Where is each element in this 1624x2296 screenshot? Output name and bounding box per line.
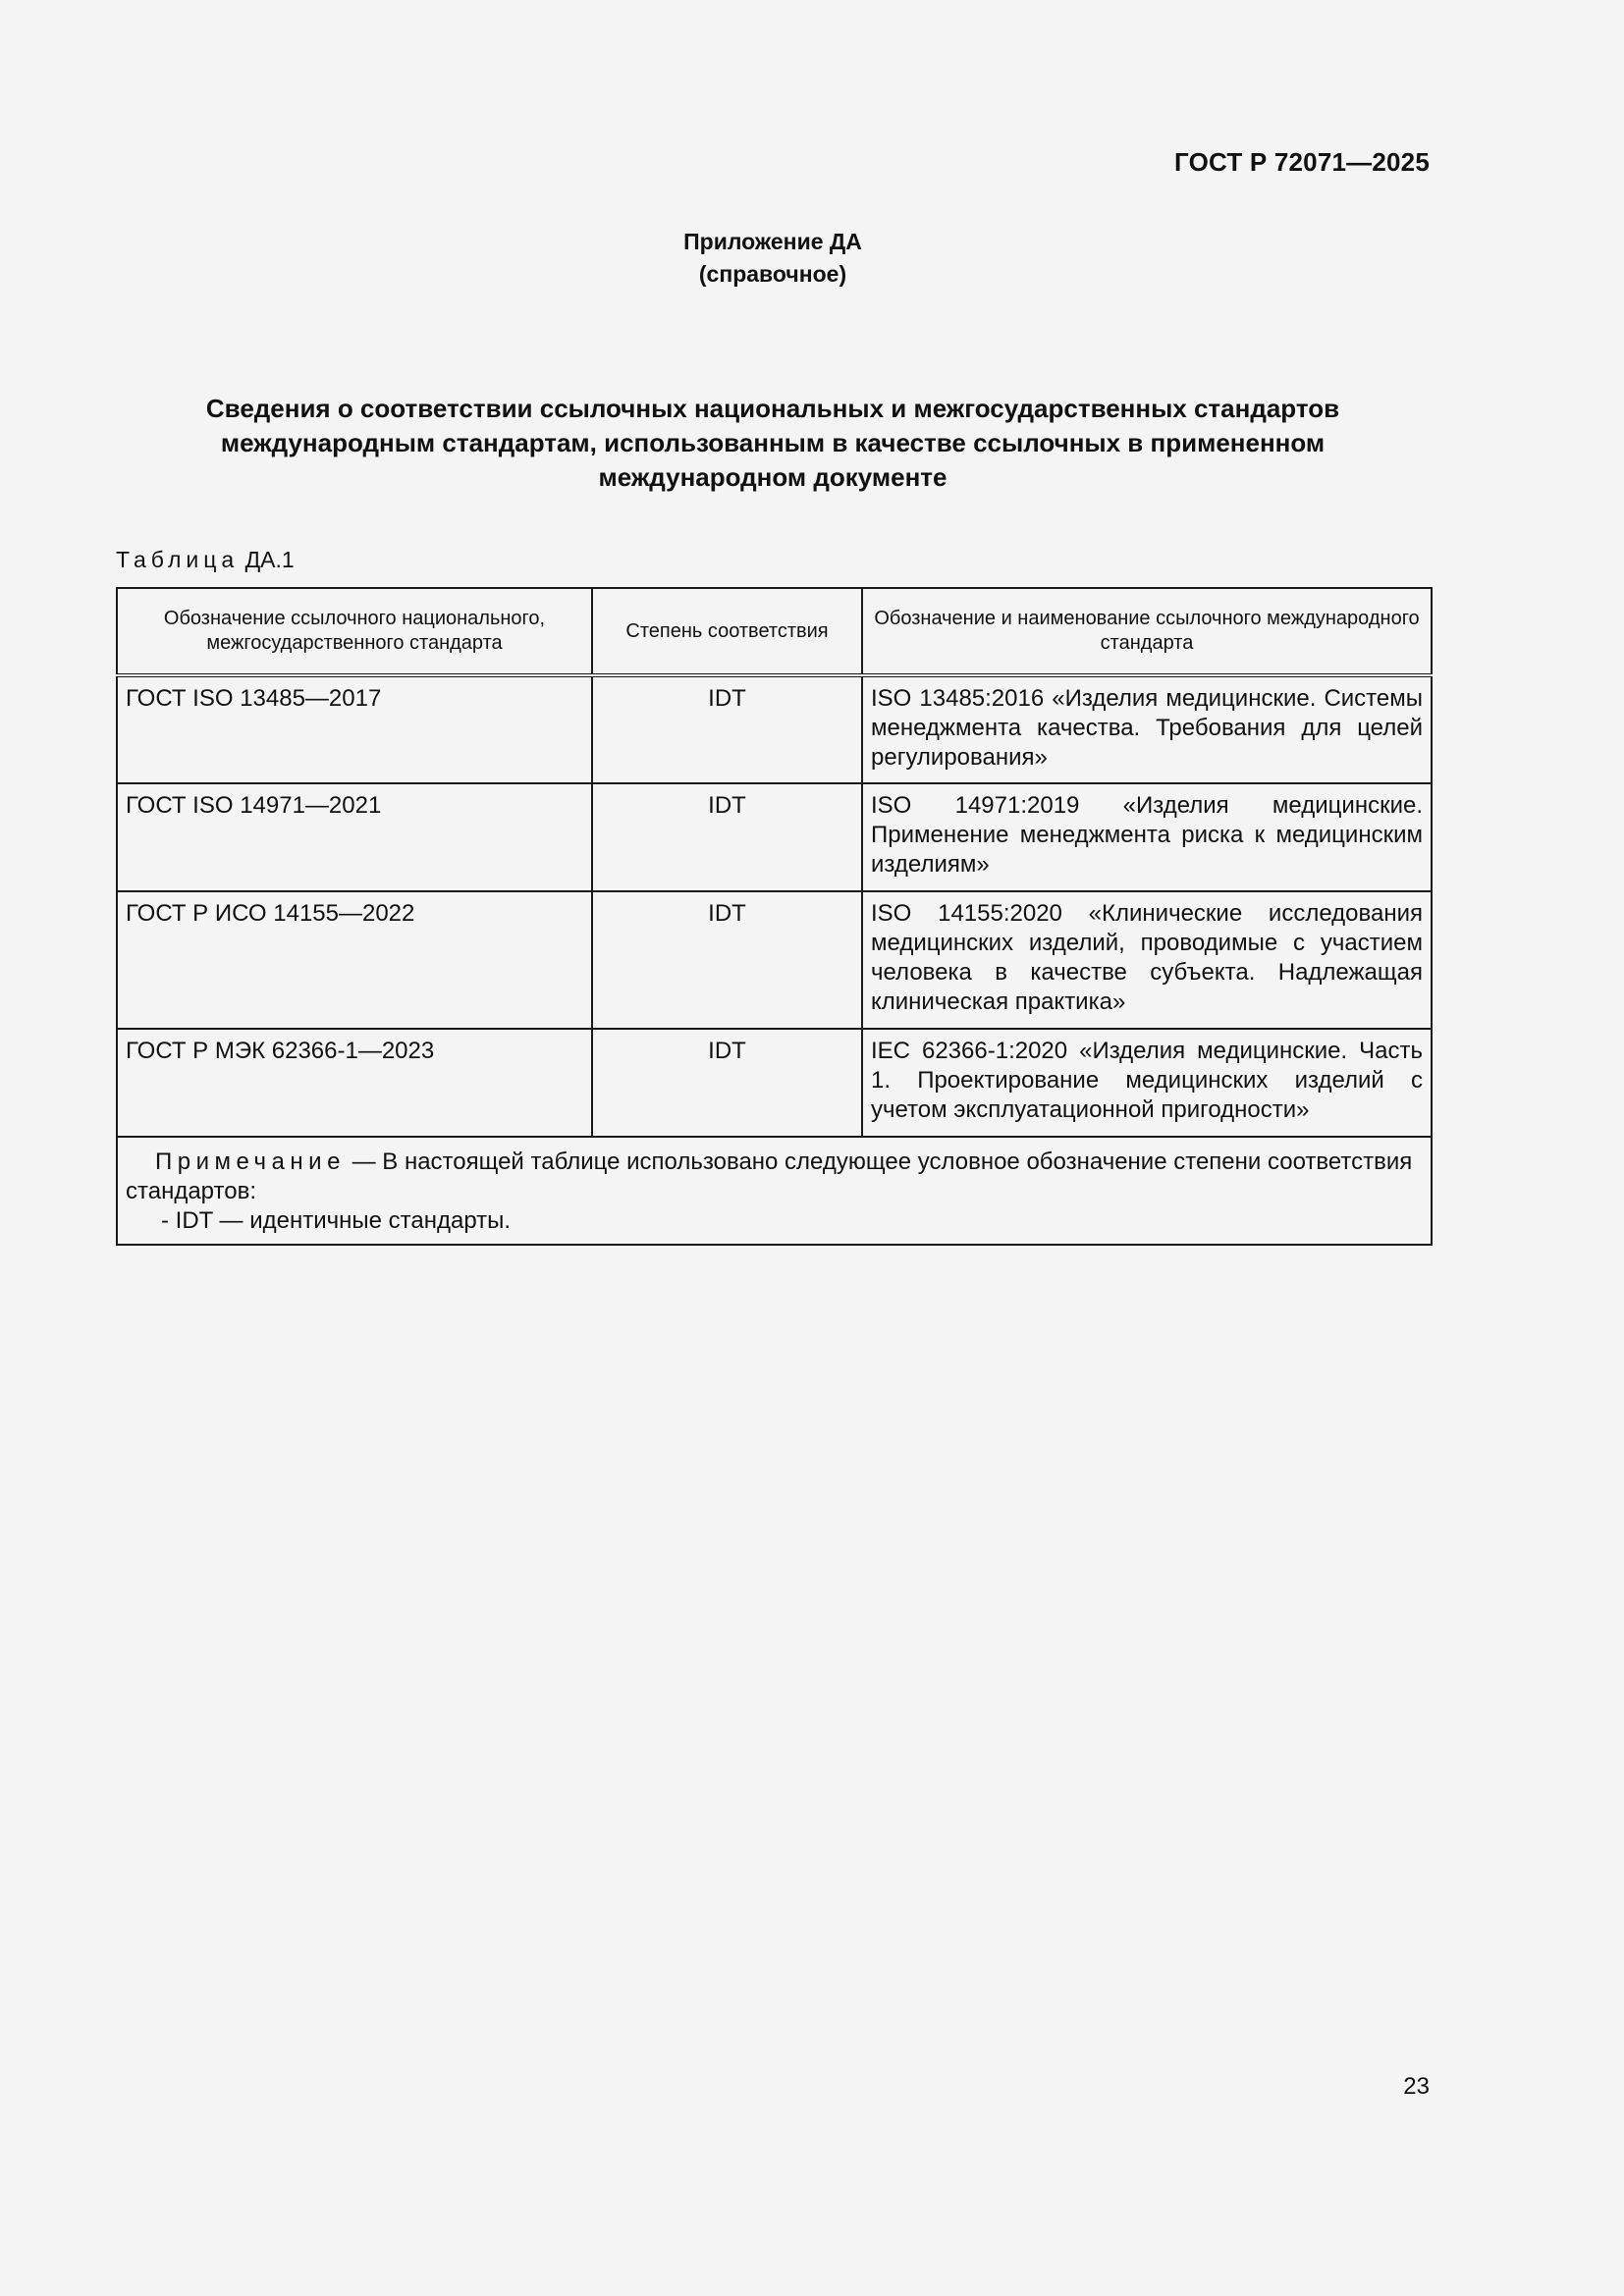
table-note-row [117,1137,1432,1245]
document-code: ГОСТ Р 72071—2025 [1174,147,1430,177]
header-degree: Степень соответствия [592,588,862,675]
header-international-standard: Обозначение и наименование ссылочного международного стандарта [862,588,1432,675]
note-list-item: - IDT — идентичные стандарты. [161,1207,512,1234]
table-caption-label: Таблица [116,547,240,572]
annex-subtitle: (справочное) [698,261,847,287]
annex-title: Приложение ДА [683,229,862,254]
section-title-line-2: международным стандартам, использованным в качестве ссылочных в примененном [220,428,1326,457]
national-standard-code: ГОСТ Р МЭК 62366-1—2023 [117,1029,592,1137]
note-body: — В настоящей таблице использовано следующее условное обозначение степени соответствия стандартов: [126,1148,1413,1204]
standards-table [116,587,1433,1246]
table-caption-number: ДА.1 [244,547,295,572]
header-national-standard: Обозначение ссылочного национального, межгосударственного стандарта [117,588,592,675]
table-caption [116,547,295,573]
note-text [126,1148,1423,1206]
page-number: 23 [1403,2073,1430,2100]
table-row [117,1029,1432,1137]
degree-of-correspondence: IDT [592,783,862,891]
degree-of-correspondence: IDT [592,675,862,783]
international-standard: IEC 62366-1:2020 «Изделия медицинские. Часть 1. Проектирование медицинских изделий с учетом эксплуатационной пригодности» [862,1029,1432,1137]
section-title-line-3: международном документе [598,462,947,492]
degree-of-correspondence: IDT [592,891,862,1029]
section-title [128,392,1418,495]
table-row [117,675,1432,783]
annex-heading [0,226,1545,291]
table-row [117,783,1432,891]
degree-of-correspondence: IDT [592,1029,862,1137]
table-row [117,891,1432,1029]
international-standard: ISO 14971:2019 «Изделия медицинские. Применение менеджмента риска к медицинским изделиям» [862,783,1432,891]
table-header-row [117,588,1432,675]
national-standard-code: ГОСТ ISO 14971—2021 [117,783,592,891]
section-title-line-1: Сведения о соответствии ссылочных национальных и межгосударственных стандартов [205,394,1340,423]
national-standard-code: ГОСТ Р ИСО 14155—2022 [117,891,592,1029]
national-standard-code: ГОСТ ISO 13485—2017 [117,675,592,783]
note-label: Примечание [155,1148,346,1175]
international-standard: ISO 13485:2016 «Изделия медицинские. Системы менеджмента качества. Требования для целей регулирования» [862,675,1432,783]
international-standard: ISO 14155:2020 «Клинические исследования медицинских изделий, проводимые с участием человека в качестве субъекта. Надлежащая клиническая практика» [862,891,1432,1029]
table-note [117,1137,1432,1245]
